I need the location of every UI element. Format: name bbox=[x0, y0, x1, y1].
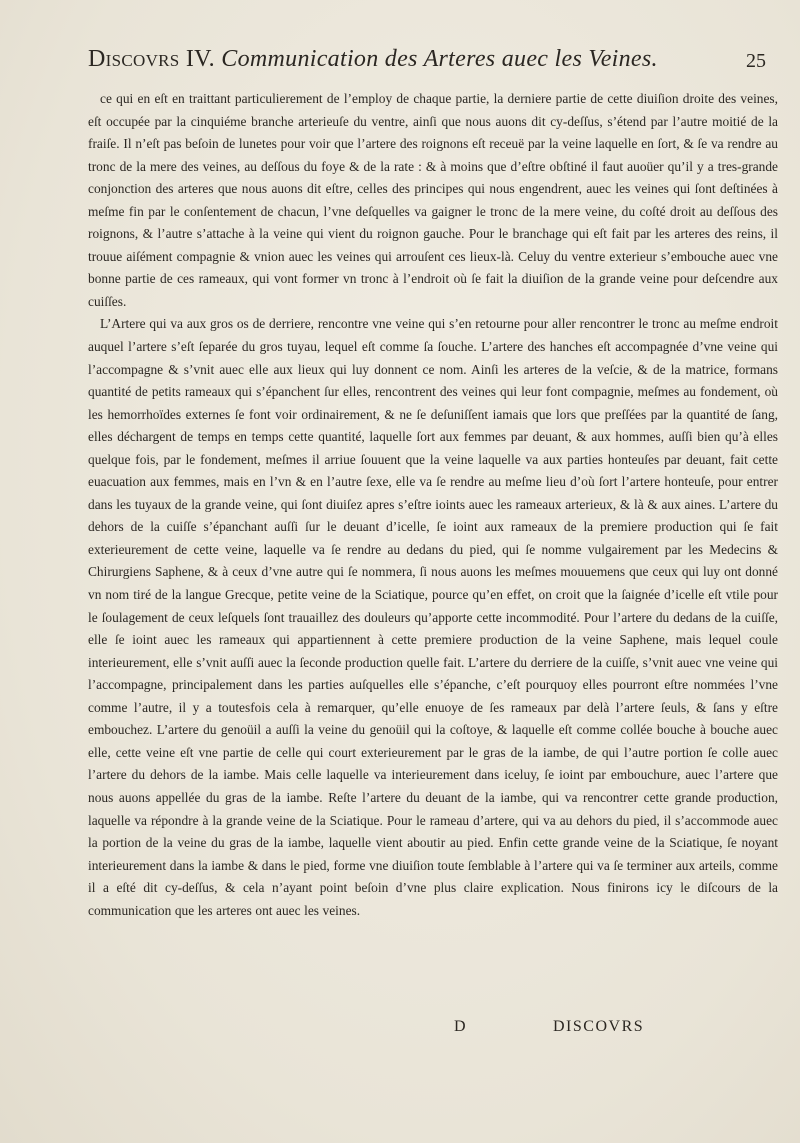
catchword: DISCOVRS bbox=[553, 1018, 645, 1035]
paragraph: ce qui en eſt en traittant particulierement de l’employ de chaque partie, la derniere partie de cette diuiſion droite des veines, eſt occupée par la cinquiéme branche arterieuſe du ventre, ainſi que nous auons dit cy-deſſus, s’étend par l’autre moitié de la fraiſe. Il n’eſt pas beſoin de lunetes pour voir que l’artere des roignons eſt receuë par la veine laquelle en ſort, & ſe va rendre au tronc de la mere des veines, au deſſous du foye & de la rate : & à moins que d’eſtre obſtiné il faut auoüer qu’il y a tres-grande conjonction des arteres que nous auons dit eſtre, celles des principes qui nous engendrent, auec les veines qui ſont deſtinées à meſme fin par le conſentement de chacun, l’vne deſquelles va gaigner le tronc de la mere veine, du coſté droit au deſſous des roignons, & l’autre s’attache à la veine qui vient du roignon gauche. Pour le branchage qui eſt fait par les arteres des reins, il trouue aiſément compagnie & vnion auec les veines qui arrouſent ces lieux-là. Celuy du ventre exterieur s’embouche auec vne bonne partie de ces rameaux, qui vont former vn tronc à l’endroit où ſe fait la diuiſion de la grande veine pour deſcendre aux cuiſſes. bbox=[88, 91, 778, 309]
signature-mark: D bbox=[454, 1018, 468, 1035]
running-title bbox=[88, 46, 658, 73]
page-footer bbox=[0, 1018, 800, 1048]
running-header bbox=[88, 46, 770, 82]
paragraph: L’Artere qui va aux gros os de derriere, rencontre vne veine qui s’en retourne pour aller rencontrer le tronc au meſme endroit auquel l’artere s’eſt ſeparée du gros tuyau, lequel eſt comme ſa ſouche. L’artere des hanches eſt accompagnée d’vne veine qui l’accompagne & s’vnit auec elle aux lieux qui luy donnent ce nom. Ainſi les arteres de la veſcie, & de la matrice, formans quantité de petits rameaux qui s’épanchent ſur elles, rencontrent des veines qui leur font compagnie, meſmes au fondement, où les hemorrhoïdes externes ſe font voir ordinairement, & ne ſe deſuniſſent iamais que lors que preſſées par la quantité de ſang, elles déchargent de temps en temps cette quantité, laquelle ſort aux femmes par deuant, & aux hommes, auſſi bien qu’à elles quelque fois, par le fondement, meſmes il arriue ſouuent que la veine laquelle va aux parties honteuſes par deuant, fait cette euacuation aux femmes, mais en l’vn & en l’autre ſexe, elle va ſe rendre au meſme lieu d’où ſort l’artere honteuſe, pour entrer dans les tuyaux de la grande veine, qui ſont diuiſez apres s’eſtre ioints auec les rameaux arterieux, & là & aux aines. L’artere du dehors de la cuiſſe s’épanchant auſſi ſur le deuant d’icelle, ſe ioint aux rameaux de la premiere production qui ſe fait exterieurement de cette veine, laquelle va ſe rendre au dedans du pied, qui ſe nomme vulgairement par les Medecins & Chirurgiens Saphene, & à ceux d’vne autre qui ſe nommera, ſi nous auons les meſmes mouuemens que ceux qui luy ont donné vn nom tiré de la langue Grecque, petite veine de la Sciatique, pource qu’en effet, on croit que la ſaignée d’icelle eſt vtile pour le ſoulagement de ceux leſquels ſont trauaillez des douleurs qu’apporte cette incommodité. Pour l’artere du dedans de la cuiſſe, elle ſe ioint auec les rameaux qui appartiennent à cette premiere production de la veine Saphene, mais lequel coule interieurement, elle s’vnit auſſi auec la ſeconde production quelle fait. L’artere du derriere de la cuiſſe, s’vnit auec vne veine qui l’accompagne, principalement dans les parties auſquelles elle s’épanche, c’eſt pourquoy elles pourront eſtre nommées l’vne comme l’autre, il y a toutesfois cela à remarquer, qu’elle enuoye de ſes rameaux par delà l’artere ſeuls, & ſans y eſtre embouchez. L’artere du genoüil a auſſi la veine du genoüil qui la coſtoye, & laquelle eſt comme collée bouche à bouche auec elle, cette veine eſt vne partie de celle qui court exterieurement par le gras de la iambe, de qui l’autre portion ſe colle auec l’artere du dehors de la iambe. Mais celle laquelle va interieurement dans iceluy, ſe ioint par embouchure, auec l’artere que nous auons appellée du gras de la iambe. Reſte l’artere du deuant de la iambe, qui va rencontrer cette grande production, laquelle va répondre à la grande veine de la Sciatique. Pour le rameau d’artere, qui va au dehors du pied, il s’accommode auec la portion de la veine du gras de la iambe, laquelle vient aboutir au pied. Enfin cette grande veine de la Sciatique, ſe noyant interieurement dans la iambe & dans le pied, forme vne diuiſion toute ſemblable à l’artere qui va ſe terminer aux arteils, comme il a eſté dit cy-deſſus, & cela n’ayant point beſoin d’vne plus claire explication. Nous finirons icy le diſcours de la communication que les arteres ont auec les veines. bbox=[88, 316, 778, 918]
page-number: 25 bbox=[746, 50, 766, 72]
discourse-number: Discovrs IV. bbox=[88, 46, 215, 72]
chapter-title: Communication des Arteres auec les Veines. bbox=[221, 46, 658, 72]
body-text bbox=[88, 88, 778, 922]
